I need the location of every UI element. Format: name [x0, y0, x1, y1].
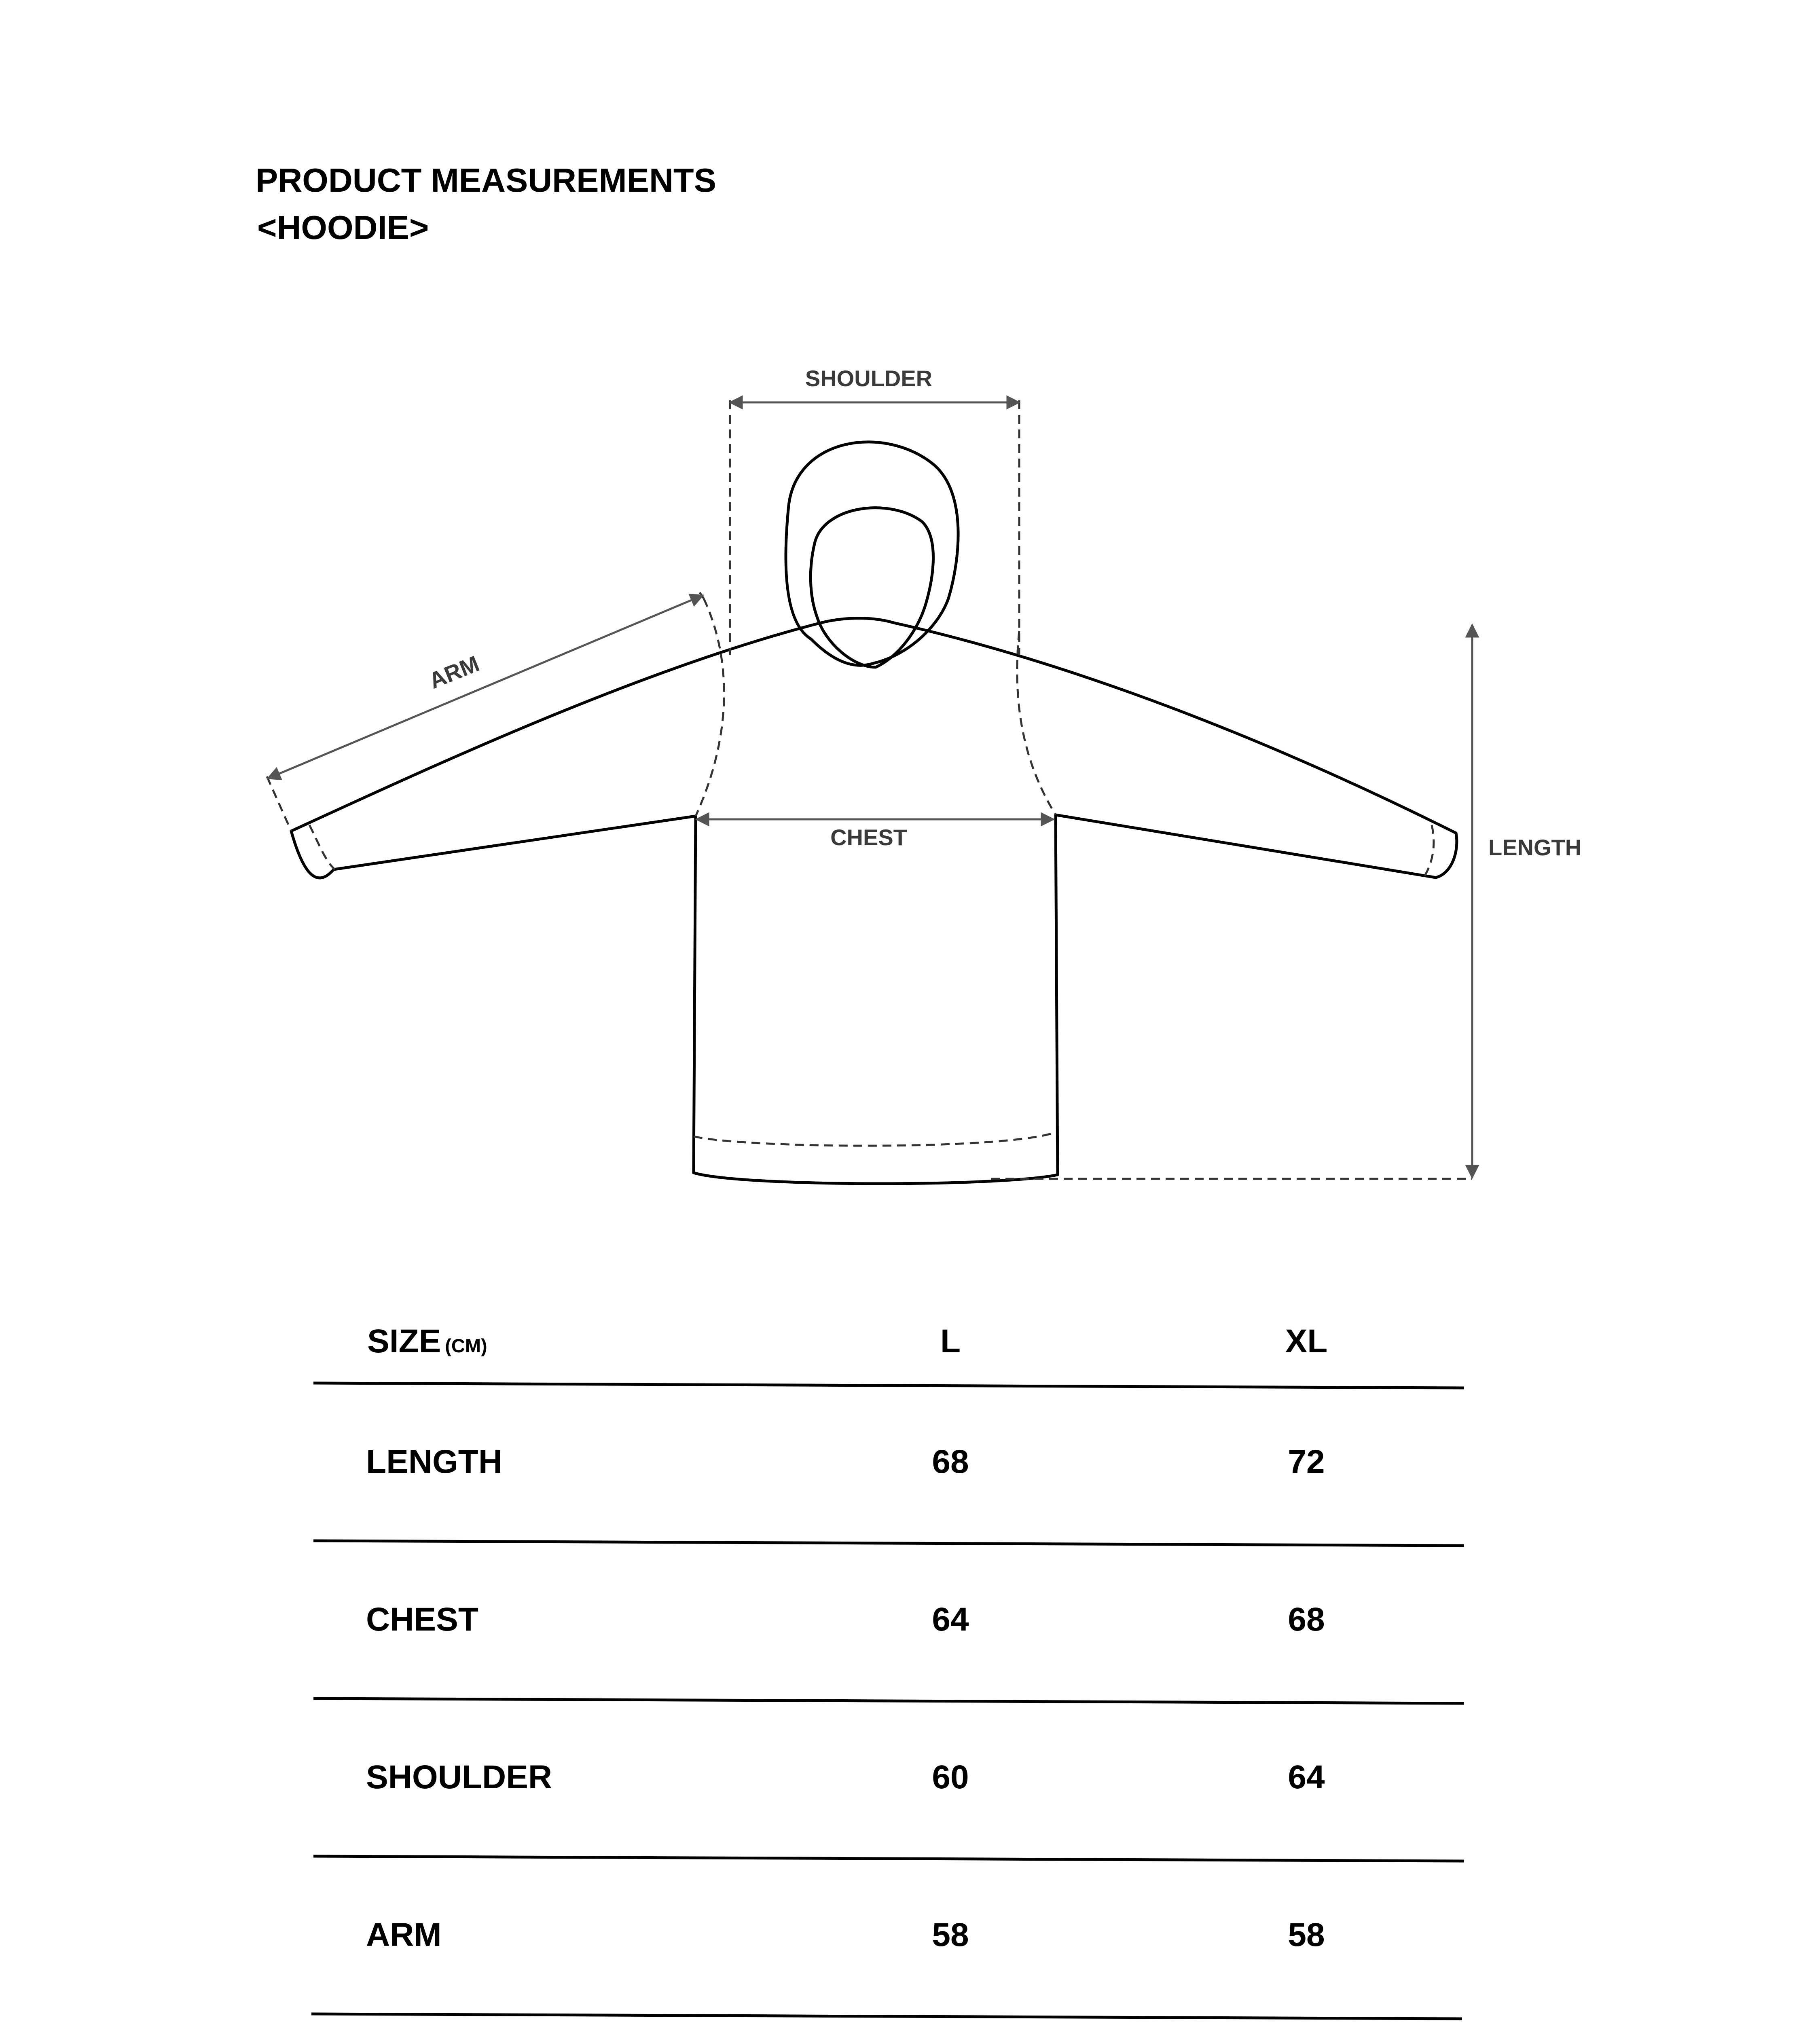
chest-label: CHEST: [830, 825, 907, 850]
row-arm-xl: 58: [1288, 1916, 1325, 1953]
shoulder-label: SHOULDER: [805, 366, 933, 391]
table-divider: [313, 1383, 1464, 1388]
page-subtitle: <HOODIE>: [257, 209, 429, 246]
row-shoulder-l: 60: [932, 1759, 969, 1796]
table-divider: [313, 1698, 1464, 1703]
table-divider: [311, 2014, 1462, 2019]
row-arm-l: 58: [932, 1916, 969, 1953]
size-header-xl: XL: [1285, 1323, 1328, 1360]
row-length-xl: 72: [1288, 1443, 1325, 1480]
page-title: PRODUCT MEASUREMENTS: [256, 161, 716, 199]
size-unit: (CM): [445, 1335, 487, 1356]
length-label: LENGTH: [1488, 835, 1582, 860]
row-shoulder-xl: 64: [1288, 1759, 1325, 1796]
size-header-l: L: [940, 1323, 961, 1360]
row-chest-l: 64: [932, 1601, 969, 1638]
table-divider: [313, 1856, 1464, 1861]
table-divider: [313, 1541, 1464, 1546]
size-header-text: SIZE: [367, 1323, 441, 1360]
row-chest-xl: 68: [1288, 1601, 1325, 1638]
arm-label: ARM: [425, 650, 483, 694]
row-length-l: 68: [932, 1443, 969, 1480]
row-name-shoulder: SHOULDER: [366, 1759, 552, 1796]
row-name-chest: CHEST: [366, 1601, 478, 1638]
row-name-arm: ARM: [366, 1916, 442, 1953]
row-name-length: LENGTH: [366, 1443, 503, 1480]
